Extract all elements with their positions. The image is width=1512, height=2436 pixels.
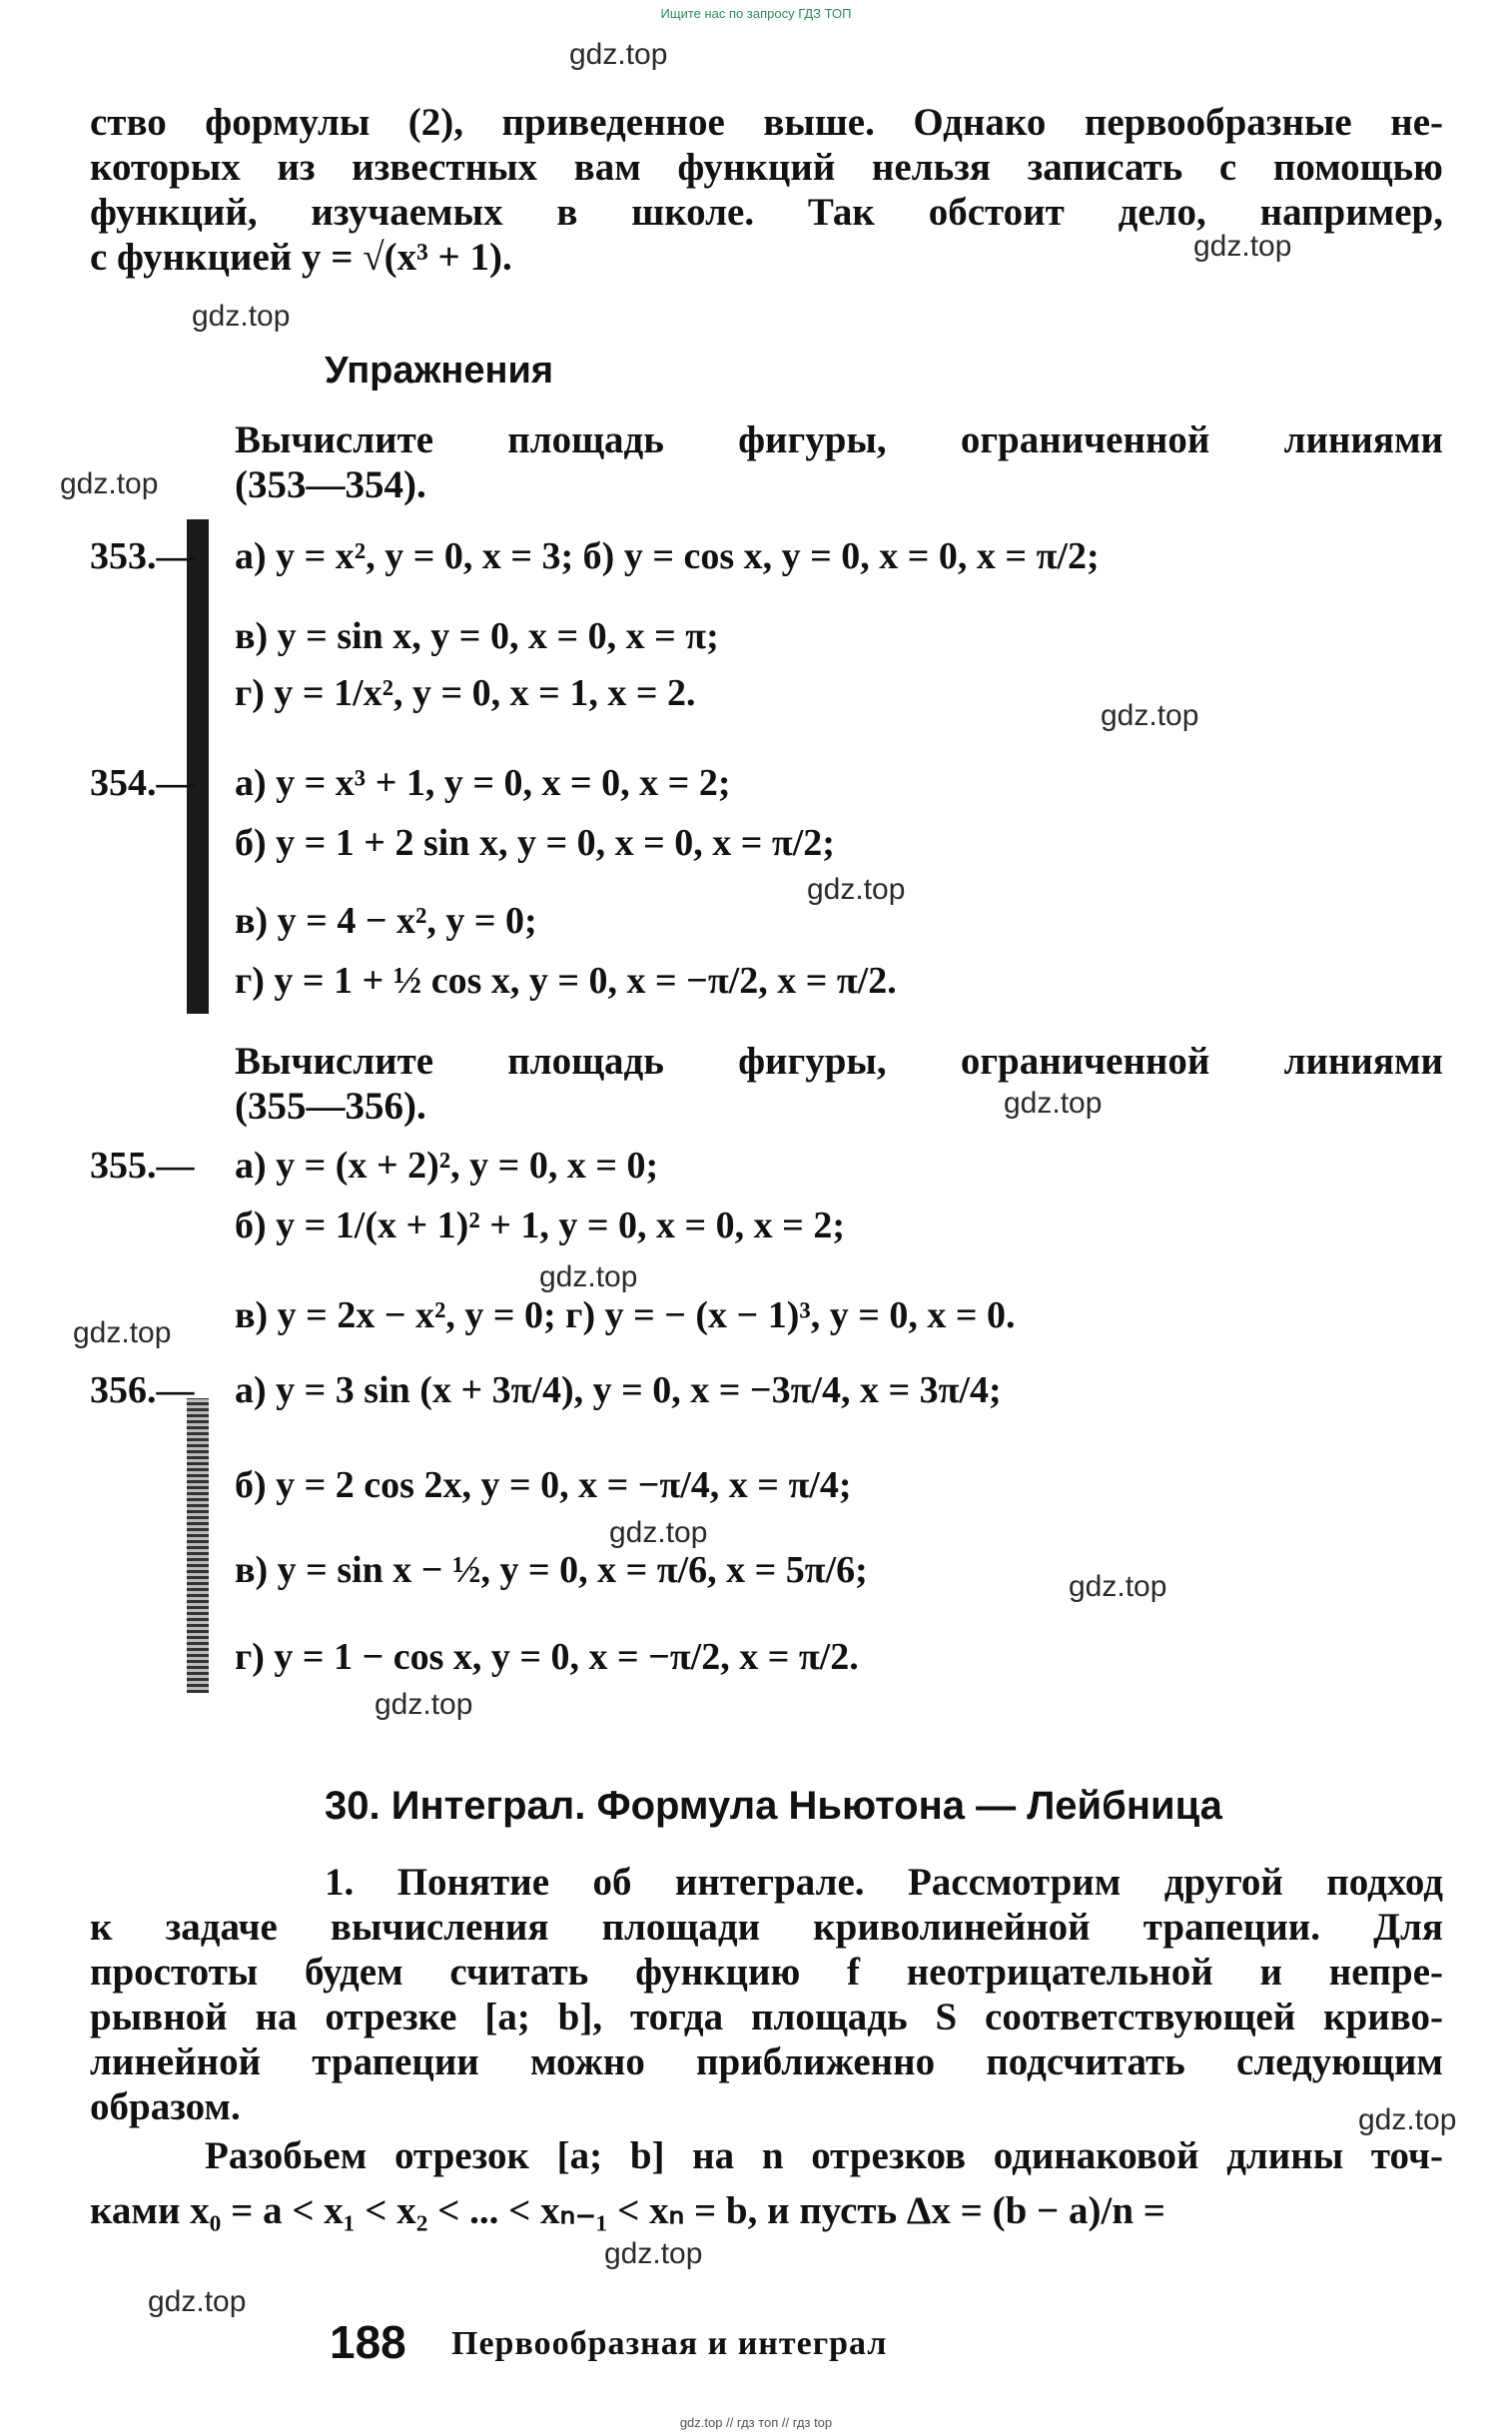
text-line: линейной трапеции можно приближенно подсчитать следующим (90, 2040, 1443, 2083)
problem-line: а) y = x³ + 1, y = 0, x = 0, x = 2; (235, 762, 731, 804)
problem-line: а) y = x², y = 0, x = 3; б) y = cos x, y = 0, x = 0, x = π/2; (235, 535, 1100, 577)
body-paragraph (90, 1860, 1443, 2129)
problem-line: г) y = 1 + ½ cos x, y = 0, x = −π/2, x = π/2. (235, 960, 897, 1002)
problem-line: в) y = sin x, y = 0, x = 0, x = π; (235, 615, 719, 657)
text-line: (353—354). (235, 463, 426, 506)
watermark: gdz.top (1358, 2103, 1457, 2136)
text-line: к задаче вычисления площади криволинейной трапеции. Для (90, 1906, 1443, 1949)
problem-line: г) y = 1/x², y = 0, x = 1, x = 2. (235, 672, 696, 714)
watermark: gdz.top (375, 1688, 473, 1721)
problem-number: 356.— (90, 1369, 195, 1411)
text-line: Разобьем отрезок [a; b] на n отрезков одинаковой длины точ- (205, 2134, 1443, 2177)
page-number: 188 (330, 2316, 406, 2368)
running-footer: Первообразная и интеграл (451, 2325, 888, 2362)
problem-line: г) y = 1 − cos x, y = 0, x = −π/2, x = π/2. (235, 1636, 859, 1678)
watermark: gdz.top (604, 2237, 703, 2270)
instruction-2 (235, 1039, 1443, 1129)
watermark: gdz.top (1101, 699, 1199, 732)
text-line: ство формулы (2), приведенное выше. Однако первообразные не- (90, 101, 1443, 144)
instruction-1 (235, 417, 1443, 507)
problem-line: в) y = 2x − x², y = 0; г) y = − (x − 1)³, y = 0, x = 0. (235, 1294, 1016, 1336)
problem-number: 355.— (90, 1145, 195, 1187)
text-line: Вычислите площадь фигуры, ограниченной линиями (235, 1040, 1443, 1083)
exercises-heading: Упражнения (325, 350, 554, 392)
section-heading: 30. Интеграл. Формула Ньютона — Лейбница (325, 1784, 1222, 1828)
watermark: gdz.top (807, 873, 906, 906)
watermark: gdz.top (539, 1260, 638, 1293)
watermark: gdz.top (192, 300, 291, 333)
body-paragraph-2 (90, 2133, 1443, 2233)
problem-line: а) y = 3 sin (x + 3π/4), y = 0, x = −3π/4, x = 3π/4; (235, 1369, 1002, 1411)
watermark: gdz.top (1069, 1570, 1167, 1603)
text-line: 1. Понятие об интеграле. Рассмотрим другой подход (325, 1861, 1443, 1904)
problem-line: в) y = sin x − ½, y = 0, x = π/6, x = 5π/6; (235, 1549, 868, 1591)
text-line: с функцией y = √(x³ + 1). (90, 236, 512, 279)
text-line: простоты будем считать функцию f неотрицательной и непре- (90, 1951, 1443, 1994)
problem-number: 354.— (90, 762, 195, 804)
watermark: gdz.top (60, 467, 159, 500)
top-search-note: Ищите нас по запросу ГДЗ ТОП (660, 6, 852, 21)
problem-line: в) y = 4 − x², y = 0; (235, 900, 537, 942)
text-line: функций, изучаемых в школе. Так обстоит дело, например, (90, 191, 1443, 234)
text-line: Вычислите площадь фигуры, ограниченной линиями (235, 418, 1443, 461)
watermark: gdz.top (1004, 1087, 1103, 1120)
watermark: gdz.top (1193, 230, 1292, 263)
problem-number: 353.— (90, 535, 195, 577)
intro-paragraph (90, 100, 1443, 280)
problem-line: б) y = 1/(x + 1)² + 1, y = 0, x = 0, x = 2; (235, 1205, 845, 1246)
watermark: gdz.top (569, 38, 668, 71)
text-line: рывной на отрезке [a; b], тогда площадь S соответствующей криво- (90, 1996, 1443, 2038)
text-line: (355—356). (235, 1085, 426, 1128)
watermark: gdz.top (148, 2285, 247, 2318)
text-line: ками x₀ = a < x₁ < x₂ < ... < xₙ₋₁ < xₙ = b, и пусть Δx = (b − a)/n = (90, 2189, 1165, 2232)
watermark: gdz.top (609, 1516, 708, 1549)
problem-line: б) y = 1 + 2 sin x, y = 0, x = 0, x = π/2; (235, 822, 835, 864)
bottom-note: gdz.top // гдз топ // гдз top (679, 2415, 833, 2430)
watermark: gdz.top (73, 1316, 172, 1349)
problem-line: б) y = 2 cos 2x, y = 0, x = −π/4, x = π/4; (235, 1464, 852, 1506)
text-line: которых из известных вам функций нельзя записать с помощью (90, 146, 1443, 189)
text-line: образом. (90, 2085, 241, 2128)
problem-line: а) y = (x + 2)², y = 0, x = 0; (235, 1145, 659, 1187)
margin-bar (187, 1398, 209, 1693)
